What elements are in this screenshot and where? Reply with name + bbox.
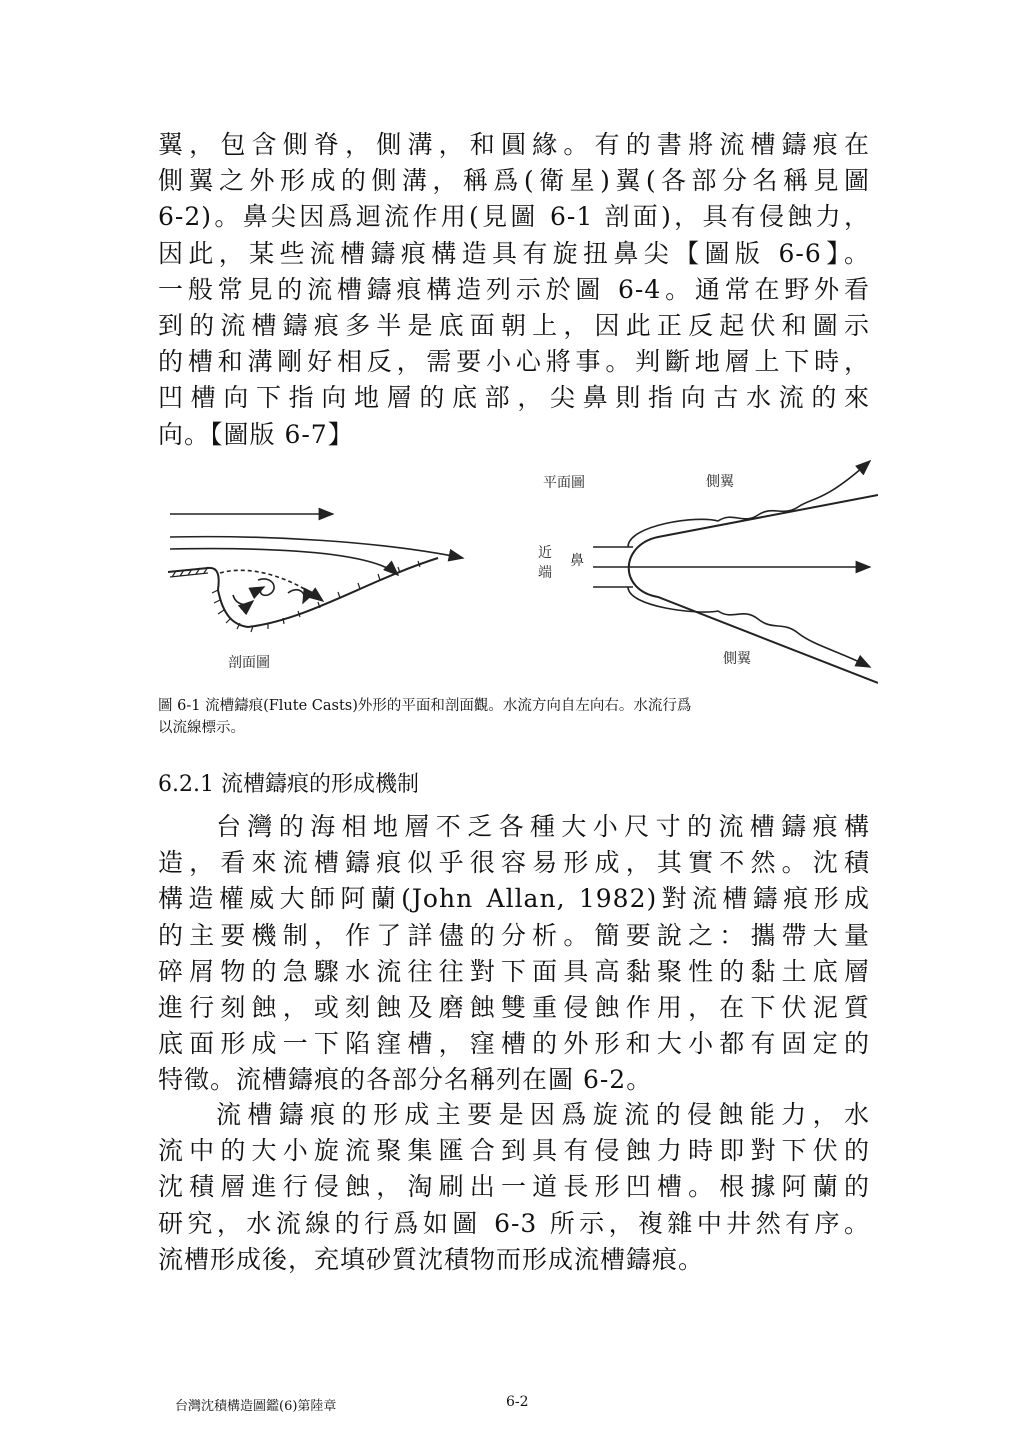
text-line: 流槽鑄痕的形成主要是因爲旋流的侵蝕能力，水 xyxy=(216,1100,870,1129)
text-line: 一般常見的流槽鑄痕構造列示於圖 6-4。通常在野外看 xyxy=(158,274,870,304)
proximal-label: 端 xyxy=(538,565,552,581)
text-line: 台灣的海相地層不乏各種大小尺寸的流槽鑄痕構 xyxy=(216,812,870,841)
section-heading: 6.2.1 流槽鑄痕的形成機制 xyxy=(158,772,419,797)
text-line: 構造權威大師阿蘭(John Allan, 1982)對流槽鑄痕形成 xyxy=(158,884,870,914)
proximal-label: 近 xyxy=(538,545,552,561)
text-line: 的槽和溝剛好相反，需要小心將事。判斷地層上下時， xyxy=(158,347,870,377)
paragraph-1 xyxy=(158,127,870,453)
footer-book-title: 台灣沈積構造圖鑑(6)第陸章 xyxy=(175,1399,337,1414)
paragraph-2 xyxy=(158,809,870,1099)
text-line: 底面形成一下陷窪槽，窪槽的外形和大小都有固定的 xyxy=(158,1029,870,1059)
side-wing-top-label: 側翼 xyxy=(706,474,734,490)
text-line: 研究，水流線的行爲如圖 6-3 所示，複雜中井然有序。 xyxy=(158,1208,870,1238)
text-line: 進行刻蝕，或刻蝕及磨蝕雙重侵蝕作用，在下伏泥質 xyxy=(158,992,870,1022)
text-line: 因此，某些流槽鑄痕構造具有旋扭鼻尖【圖版 6-6】。 xyxy=(158,238,870,268)
flow-line xyxy=(170,549,398,575)
figure-caption xyxy=(158,695,870,739)
plan-view-diagram xyxy=(538,461,878,683)
side-wing-bottom-label: 側翼 xyxy=(723,651,751,667)
text-line: 側翼之外形成的側溝，稱爲(衛星)翼(各部分名稱見圖 xyxy=(158,166,870,196)
cross-section-diagram xyxy=(168,514,463,671)
flow-line xyxy=(170,537,463,558)
text-line: 6-2)。鼻尖因爲迴流作用(見圖 6-1 剖面)，具有侵蝕力， xyxy=(158,202,870,232)
page-number: 6-2 xyxy=(506,1394,529,1410)
text-line: 造，看來流槽鑄痕似乎很容易形成，其實不然。沈積 xyxy=(158,848,870,878)
text-line: 特徵。流槽鑄痕的各部分名稱列在圖 6-2。 xyxy=(158,1065,653,1095)
text-line: 到的流槽鑄痕多半是底面朝上，因此正反起伏和圖示 xyxy=(158,310,870,340)
plan-view-label: 平面圖 xyxy=(543,475,585,491)
text-line: 流中的大小旋流聚集匯合到具有侵蝕力時即對下伏的 xyxy=(158,1136,870,1166)
text-line: 碎屑物的急驟水流往往對下面具高黏聚性的黏土底層 xyxy=(158,956,870,986)
caption-line: 圖 6-1 流槽鑄痕(Flute Casts)外形的平面和剖面觀。水流方向自左向右。水流行爲 xyxy=(158,698,692,714)
cross-section-label: 剖面圖 xyxy=(228,655,270,671)
paragraph-3 xyxy=(158,1097,870,1278)
nose-label: 鼻 xyxy=(570,553,584,569)
text-line: 凹槽向下指向地層的底部，尖鼻則指向古水流的來 xyxy=(158,383,870,413)
text-line: 翼，包含側脊，側溝，和圓緣。有的書將流槽鑄痕在 xyxy=(158,130,870,159)
text-line: 向。【圖版 6-7】 xyxy=(158,419,354,449)
text-line: 流槽形成後，充填砂質沈積物而形成流槽鑄痕。 xyxy=(158,1244,705,1274)
text-line: 的主要機制，作了詳儘的分析。簡要說之：攜帶大量 xyxy=(158,920,870,950)
flute-cast-figure xyxy=(158,455,878,690)
caption-line: 以流線標示。 xyxy=(158,720,245,736)
flute-cast-diagram xyxy=(158,455,878,690)
text-line: 沈積層進行侵蝕，淘刷出一道長形凹槽。根據阿蘭的 xyxy=(158,1172,870,1202)
